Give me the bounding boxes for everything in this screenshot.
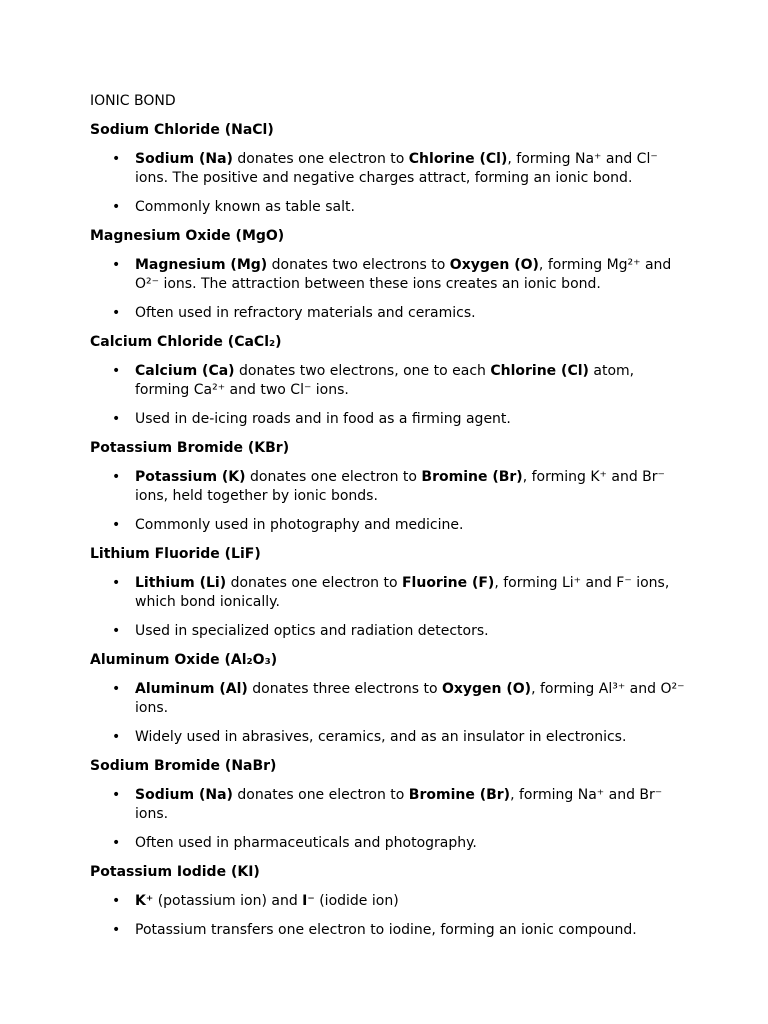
section-heading xyxy=(90,439,690,458)
body-text: , forming Mg²⁺ and O²⁻ ions. The attraction between these ions creates an ionic bond. xyxy=(135,257,672,292)
bullet-list xyxy=(90,786,690,853)
list-item xyxy=(135,198,690,217)
list-item xyxy=(135,256,690,294)
document-title: IONIC BOND xyxy=(90,93,176,109)
body-text: , forming Na⁺ and Cl⁻ ions. The positive and negative charges attract, forming an ionic bond. xyxy=(135,151,658,186)
section-heading xyxy=(90,227,690,246)
bold-term: Fluorine (F) xyxy=(401,575,495,591)
list-item xyxy=(135,892,690,911)
body-text: Used in de-icing roads and in food as a firming agent. xyxy=(135,411,511,427)
list-item xyxy=(135,468,690,506)
list-item xyxy=(135,680,690,718)
body-text: Often used in refractory materials and ceramics. xyxy=(135,305,476,321)
body-text: donates two electrons, one to each xyxy=(234,363,491,379)
body-text: , forming K⁺ and Br⁻ ions, held together by ionic bonds. xyxy=(135,469,665,504)
bullet-list xyxy=(90,150,690,217)
list-item xyxy=(135,786,690,824)
section-heading-text: Potassium Iodide (KI) xyxy=(90,864,260,880)
list-item xyxy=(135,410,690,429)
bold-term: Bromine (Br) xyxy=(421,469,523,485)
list-item xyxy=(135,304,690,323)
section-heading-text: Sodium Chloride (NaCl) xyxy=(90,122,274,138)
body-text: donates three electrons to xyxy=(247,681,442,697)
body-text: Potassium transfers one electron to iodine, forming an ionic compound. xyxy=(135,922,637,938)
bold-term: Sodium (Na) xyxy=(135,787,233,803)
bold-term: Aluminum (Al) xyxy=(135,681,248,697)
list-item xyxy=(135,921,690,940)
section-heading-text: Sodium Bromide (NaBr) xyxy=(90,758,277,774)
body-text: Commonly used in photography and medicine. xyxy=(135,517,464,533)
bold-term: Potassium (K) xyxy=(135,469,246,485)
body-text: donates two electrons to xyxy=(267,257,450,273)
body-text: (potassium ion) and xyxy=(153,893,303,909)
section-heading-text: Calcium Chloride (CaCl₂) xyxy=(90,334,282,350)
bullet-list xyxy=(90,362,690,429)
bold-term: Bromine (Br) xyxy=(408,787,511,803)
bold-term: Lithium (Li) xyxy=(135,575,227,591)
body-text: Commonly known as table salt. xyxy=(135,199,355,215)
body-text: donates one electron to xyxy=(226,575,402,591)
body-text: atom, forming Ca²⁺ and two Cl⁻ ions. xyxy=(135,363,635,398)
bold-term: Oxygen (O) xyxy=(441,681,532,697)
section-heading xyxy=(90,651,690,670)
body-text: , forming Li⁺ and F⁻ ions, which bond ionically. xyxy=(135,575,670,610)
section-heading-text: Magnesium Oxide (MgO) xyxy=(90,228,285,244)
list-item xyxy=(135,834,690,853)
list-item xyxy=(135,574,690,612)
section-heading xyxy=(90,121,690,140)
list-item xyxy=(135,728,690,747)
section-heading-text: Potassium Bromide (KBr) xyxy=(90,440,290,456)
body-text: donates one electron to xyxy=(245,469,422,485)
bold-term: I⁻ xyxy=(302,893,315,909)
bold-term: Chlorine (Cl) xyxy=(490,363,589,379)
section-heading-text: Lithium Fluoride (LiF) xyxy=(90,546,261,562)
bullet-list xyxy=(90,256,690,323)
list-item xyxy=(135,622,690,641)
sections-container xyxy=(90,121,690,940)
body-text: (iodide ion) xyxy=(314,893,399,909)
list-item xyxy=(135,516,690,535)
bullet-list xyxy=(90,468,690,535)
section-heading xyxy=(90,333,690,352)
bold-term: Sodium (Na) xyxy=(135,151,233,167)
body-text: Often used in pharmaceuticals and photography. xyxy=(135,835,477,851)
bold-term: Magnesium (Mg) xyxy=(135,257,268,273)
list-item xyxy=(135,362,690,400)
body-text: , forming Na⁺ and Br⁻ ions. xyxy=(135,787,663,822)
bullet-list xyxy=(90,892,690,940)
body-text: , forming Al³⁺ and O²⁻ ions. xyxy=(135,681,685,716)
section-heading xyxy=(90,757,690,776)
section-heading-text: Aluminum Oxide (Al₂O₃) xyxy=(90,652,278,668)
bullet-list xyxy=(90,574,690,641)
body-text: donates one electron to xyxy=(232,151,409,167)
list-item xyxy=(135,150,690,188)
bullet-list xyxy=(90,680,690,747)
bold-term: K⁺ xyxy=(135,893,154,909)
body-text: Widely used in abrasives, ceramics, and as an insulator in electronics. xyxy=(135,729,627,745)
bold-term: Oxygen (O) xyxy=(449,257,539,273)
section-heading xyxy=(90,545,690,564)
section-heading xyxy=(90,863,690,882)
body-text: Used in specialized optics and radiation detectors. xyxy=(135,623,489,639)
bold-term: Chlorine (Cl) xyxy=(408,151,508,167)
bold-term: Calcium (Ca) xyxy=(135,363,235,379)
body-text: donates one electron to xyxy=(232,787,409,803)
